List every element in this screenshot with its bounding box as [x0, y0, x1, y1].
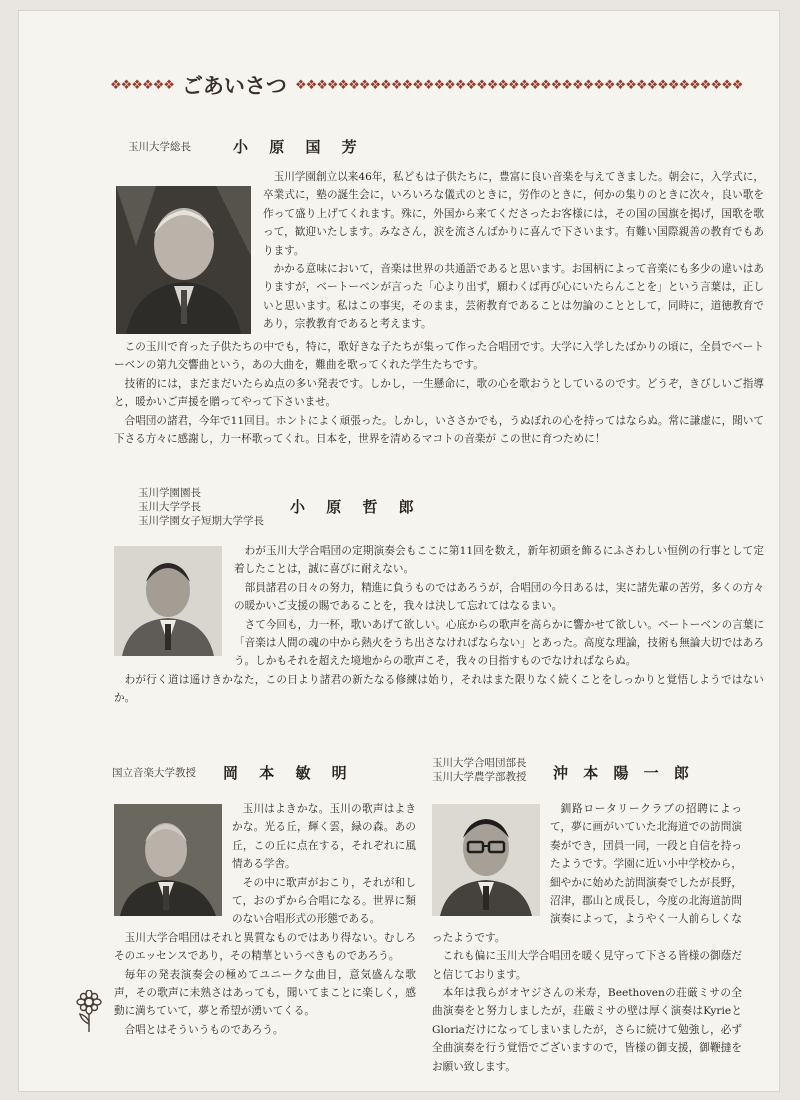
section1-paragraph: 技術的には，まだまだいたらぬ点の多い発表です。しかし，一生懸命に，歌の心を歌おうとしているのです。どうぞ，きびしいご指導と，暖かいご声援を贈ってやって下さいませ。 — [114, 377, 764, 409]
ornament-right: ❖❖❖❖❖❖❖❖❖❖❖❖❖❖❖❖❖❖❖❖❖❖❖❖❖❖❖❖❖❖❖❖❖❖❖❖❖❖❖❖❖❖ — [294, 77, 743, 93]
section3-name: 岡 本 敏 明 — [223, 764, 355, 782]
section4-roles: 玉川大学合唱団部長 玉川大学農学部教授 — [432, 757, 527, 783]
section2-paragraph: 部員諸君の日々の努力，精進に負うものではあろうが，合唱団の今日あるは，実に諸先輩の苦労，多くの方々の暖かいご支援の賜であることを，我々は決して忘れてはなるまい。 — [234, 581, 764, 613]
section2-paragraph: さて今回も，力一杯，歌いあげて欲しい。心底からの歌声を高らかに響かせて欲しい。ベートーベンの言葉に「音楽は人間の魂の中から熱火をうち出さなければならない」とあった。高度な理論，技術も無論大切ではあろう。しかもそれを超えた境地からの歌声こそ，我々の目指すものでなければならぬ。 — [234, 618, 764, 668]
portrait-tetsuro-obara — [114, 546, 222, 656]
flower-icon — [76, 990, 102, 1034]
section3-paragraph: 合唱とはそういうものであろう。 — [124, 1023, 284, 1036]
greeting-header — [110, 70, 750, 100]
section2-body — [114, 542, 764, 708]
section2-name: 小 原 哲 郎 — [290, 498, 422, 516]
ornament-left: ❖❖❖❖❖❖ — [110, 77, 174, 93]
section3-paragraph: その中に歌声がおこり，それが和して，おのずから合唱になる。世界に類のない合唱形式の形態である。 — [232, 876, 416, 926]
section1-body — [114, 168, 764, 448]
section4-name: 沖 本 陽 一 郎 — [553, 764, 694, 782]
section1-paragraph: 合唱団の諸君，今年で11回目。ホントによく頑張った。しかし，いささかでも，うぬぼれの心を持ってはならぬ。常に謙虚に，聞いて下さる方々に感謝し，力一杯歌ってくれ。日本を，世界を清めるマコトの音楽が この世に育つために！ — [114, 414, 764, 446]
section1-name: 小 原 国 芳 — [233, 138, 365, 156]
section1-paragraph: 玉川学園創立以来46年，私どもは子供たちに，豊富に良い音楽を与えてきました。朝会に，入学式に，卒業式に，塾の誕生会に，いろいろな儀式のときに，労作のときに，何かの集りのときに次々，良い歌を作って盛り上げてくれます。殊に，外国から来てくださったお客様には，その国の国旗を掲げ，国歌を歌って，歓迎いたします。みなさん，涙を流さんばかりに喜んで下さいます。有難い国際親善の教育でもあります。 — [263, 171, 764, 257]
section4-body — [432, 800, 742, 1076]
section4-paragraph: 釧路ロータリークラブの招聘によって，夢に画がいていた北海道での訪問演奏ができ，団員一同，一段と自信を持ったようです。学園に近い小中学校から，細やかに始めた訪問演奏でしたが長野，沼津，郡山と成長し，今度の北海道訪問演奏によって，ようやく一人前らしくなったようです。 — [432, 803, 742, 944]
portrait-kuniyoshi-obara — [116, 186, 251, 334]
section2-paragraph: わが玉川大学合唱団の定期演奏会もここに第11回を数え，新年初頭を飾るにふさわしい恒例の行事として定着したことは，誠に喜びに耐えない。 — [234, 545, 764, 576]
section3-body — [114, 800, 416, 1039]
section3-paragraph: 玉川はよきかな。玉川の歌声はよきかな。光る丘，輝く雲，緑の森。あの丘，この丘に点在する，それぞれに風情ある学舎。 — [232, 803, 416, 871]
section2-roles: 玉川学園園長 玉川大学学長 玉川学園女子短期大学学長 — [138, 487, 264, 527]
section1-role: 玉川大学総長 — [128, 141, 191, 153]
section1-paragraph: かかる意味において，音楽は世界の共通語であると思います。お国柄によって音楽にも多少の違いはありますが，ベートーベンが言った「心より出ず，願わくば再び心にいたらんことを」という言葉は，正しいと思います。私はこの事実，そのまま，芸術教育であることは勿論のこととして，同時に，道徳教育であり，宗教教育であると考えます。 — [263, 263, 764, 331]
section1-paragraph: この玉川で育った子供たちの中でも，特に，歌好きな子たちが集って作った合唱団です。大学に入学したばかりの頃に，全員でベートーベンの第九交響曲という，あの大曲を，難曲を歌ってくれた学生たちです。 — [114, 341, 764, 372]
section3-paragraph: 玉川大学合唱団はそれと異質なものではあり得ない。むしろそのエッセンスであり，その精華というべきものであろう。 — [114, 931, 416, 963]
portrait-toshiaki-okamoto — [114, 804, 222, 916]
section2-paragraph: わが行く道は遥けきかなた，この日より諸君の新たなる修練は始り，それはまた限りなく続くことをしっかりと覚悟しようではないか。 — [114, 673, 764, 705]
section3-role: 国立音楽大学教授 — [112, 767, 196, 779]
section4-paragraph: これも偏に玉川大学合唱団を暖く見守って下さる皆様の御蔭だと信じております。 — [432, 950, 742, 981]
program-page — [18, 10, 780, 1092]
portrait-yoichiro-okimoto — [432, 804, 540, 916]
page-title: ごあいさつ — [181, 74, 287, 98]
section4-paragraph: 本年は我らがオヤジさんの米寿，Beethovenの荘厳ミサの全曲演奏をと努力しましたが，荘厳ミサの壁は厚く演奏はKyrieとGloriaだけになってしまいましたが，さらに続けて勉強し，必ず全曲演奏を行う覚悟でございますので，皆様の御支援，御鞭撻をお願い致します。 — [432, 987, 742, 1073]
section3-paragraph: 毎年の発表演奏会の極めてユニークな曲目，意気盛んな歌声，その歌声に未熟さはあっても，聞いてまことに楽しく，感動に満ちていて，夢と希望が湧いてくる。 — [114, 968, 416, 1018]
